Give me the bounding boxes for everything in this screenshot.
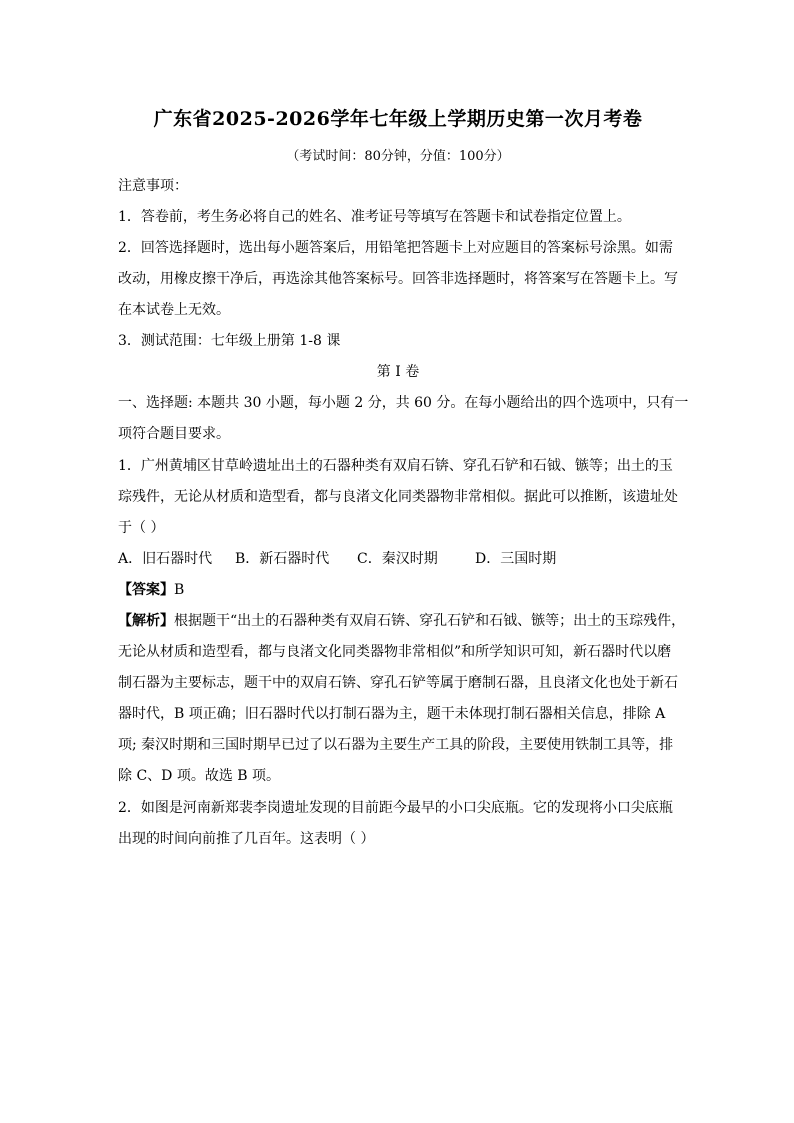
volume-label: 第 I 卷 <box>376 364 420 380</box>
exam-subtitle: （考试时间：80分钟，分值：100分） <box>286 149 510 164</box>
note-line: 1．答卷前，考生务必将自己的姓名、准考证号等填写在答题卡和试卷指定位置上。 <box>118 209 631 225</box>
note-line: 改动，用橡皮擦干净后，再选涂其他答案标号。回答非选择题时，将答案写在答题卡上。写 <box>118 271 678 287</box>
question-2-stem: 2．如图是河南新郑裴李岗遗址发现的目前距今最早的小口尖底瓶。它的发现将小口尖底瓶 <box>118 800 673 816</box>
question-1-stem: 1．广州黄埔区甘草岭遗址出土的石器种类有双肩石锛、穿孔石铲和石钺、镞等；出土的玉 <box>118 458 673 474</box>
analysis-line: 器时代，B 项正确；旧石器时代以打制石器为主，题干未体现打制石器相关信息，排除 A <box>118 706 666 722</box>
analysis-line: 无论从材质和造型看，都与良渚文化同类器物非常相似”和所学知识可知，新石器时代以磨 <box>118 644 672 660</box>
notes-heading: 注意事项： <box>118 178 188 194</box>
option-b: B．新石器时代 <box>235 551 330 567</box>
analysis-label: 【解析】 <box>118 613 174 629</box>
analysis-line: 制石器为主要标志，题干中的双肩石锛、穿孔石铲等属于磨制石器，且良渚文化也处于新石 <box>118 675 678 691</box>
answer-value: B <box>174 582 185 598</box>
exam-title: 广东省2025-2026学年七年级上学期历史第一次月考卷 <box>153 108 643 130</box>
question-1-stem: 琮残件，无论从材质和造型看，都与良渚文化同类器物非常相似。据此可以推断，该遗址处 <box>118 489 678 505</box>
analysis-line: 项; 秦汉时期和三国时期早已过了以石器为主要生产工具的阶段，主要使用铁制工具等，排 <box>118 737 674 753</box>
option-c: C．秦汉时期 <box>357 551 438 567</box>
option-a: A．旧石器时代 <box>118 551 213 567</box>
answer-label: 【答案】 <box>118 582 174 598</box>
note-line: 在本试卷上无效。 <box>118 302 230 318</box>
question-2-stem: 出现的时间向前推了几百年。这表明（ ） <box>118 831 375 847</box>
note-line: 3．测试范围：七年级上册第 1-8 课 <box>118 333 341 349</box>
note-line: 2．回答选择题时，选出每小题答案后，用铅笔把答题卡上对应题目的答案标号涂黑。如需 <box>118 240 673 256</box>
analysis-line <box>118 611 685 631</box>
answer-line <box>118 580 184 600</box>
analysis-text: 根据题干“出土的石器种类有双肩石锛、穿孔石铲和石钺、镞等；出土的玉琮残件， <box>174 613 686 629</box>
section-intro: 项符合题目要求。 <box>118 426 230 442</box>
analysis-line: 除 C、D 项。故选 B 项。 <box>118 768 281 784</box>
question-1-stem: 于（ ） <box>118 520 165 536</box>
section-intro: 一、选择题: 本题共 30 小题，每小题 2 分，共 60 分。在每小题给出的四个选项中，只有一 <box>118 395 689 411</box>
option-d: D．三国时期 <box>475 551 557 567</box>
question-1-options <box>118 549 556 569</box>
